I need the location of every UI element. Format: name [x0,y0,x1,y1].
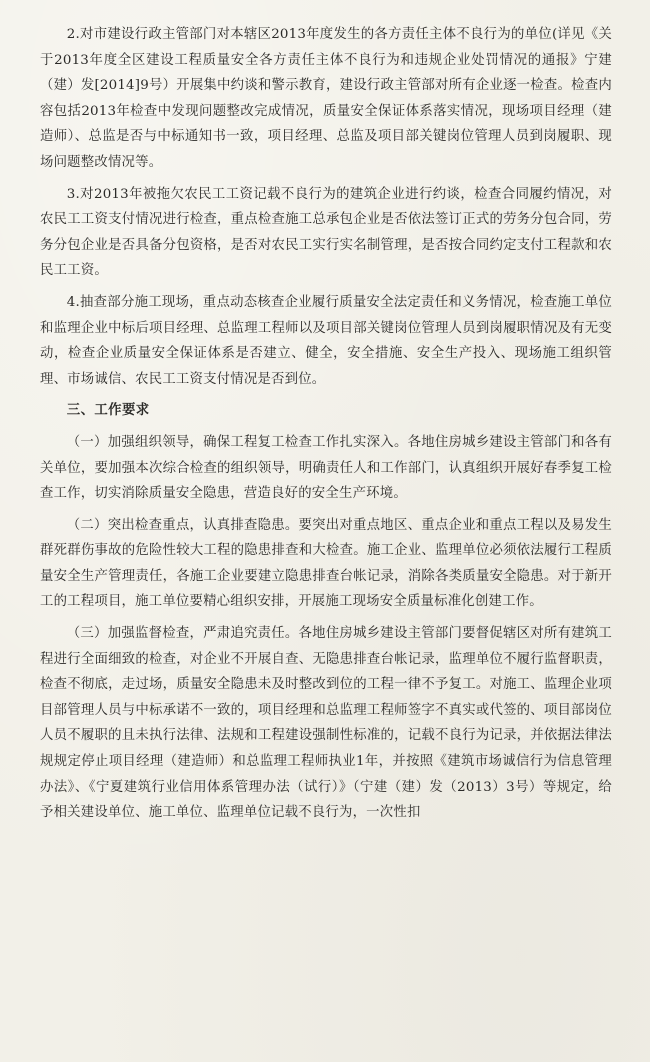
requirement-3: （三）加强监督检查，严肃追究责任。各地住房城乡建设主管部门要督促辖区对所有建筑工程进行全面细致的检查，对企业不开展自查、无隐患排查台帐记录，监理单位不履行监督职责，检查不彻底，走过场，质量安全隐患未及时整改到位的工程一律不予复工。对施工、监理企业项目部管理人员与中标承诺不一致的，项目经理和总监理工程师签字不真实或代签的、项目部岗位人员不履职的且未执行法律、法规和工程建设强制性标准的，记载不良行为记录，并依据法律法规规定停止项目经理（建造师）和总监理工程师执业1年，并按照《建筑市场诚信行为信息管理办法》、《宁夏建筑行业信用体系管理办法（试行）》（宁建（建）发（2013）3号）等规定，给予相关建设单位、施工单位、监理单位记载不良行为，一次性扣 [40,626,612,821]
paragraph-item-2: 2.对市建设行政主管部门对本辖区2013年度发生的各方责任主体不良行为的单位(详见《关于2013年度全区建设工程质量安全各方责任主体不良行为和违规企业处罚情况的通报》宁建（建）发[2014]9号）开展集中约谈和警示教育，建设行政主管部对所有企业逐一检查。检查内容包括2013年检查中发现问题整改完成情况，质量安全保证体系落实情况，现场项目经理（建造师）、总监是否与中标通知书一致，项目经理、总监及项目部关键岗位管理人员到岗履职、现场问题整改情况等。 [40,27,612,170]
section-heading: 三、工作要求 [66,402,150,419]
paragraph-item-4: 4.抽查部分施工现场，重点动态核查企业履行质量安全法定责任和义务情况，检查施工单位和监理企业中标后项目经理、总监理工程师以及项目部关键岗位管理人员到岗履职情况及有无变动，检查企业质量安全保证体系是否建立、健全，安全措施、安全生产投入、现场施工组织管理、市场诚信、农民工工资支付情况是否到位。 [40,294,612,387]
requirement-1: （一）加强组织领导，确保工程复工检查工作扎实深入。各地住房城乡建设主管部门和各有关单位，要加强本次综合检查的组织领导，明确责任人和工作部门，认真组织开展好春季复工检查工作，切实消除质量安全隐患，营造良好的安全生产环境。 [40,434,612,502]
requirement-2: （二）突出检查重点，认真排查隐患。要突出对重点地区、重点企业和重点工程以及易发生群死群伤事故的危险性较大工程的隐患排查和大检查。施工企业、监理单位必须依法履行工程质量安全生产管理责任，各施工企业要建立隐患排查台帐记录，消除各类质量安全隐患。对于新开工的工程项目，施工单位要精心组织安排，开展施工现场安全质量标准化创建工作。 [40,517,612,610]
paragraph-item-3: 3.对2013年被拖欠农民工工资记载不良行为的建筑企业进行约谈，检查合同履约情况，对农民工工资支付情况进行检查，重点检查施工总承包企业是否依法签订正式的劳务分包合同，劳务分包企业是否具备分包资格，是否对农民工实行实名制管理，是否按合同约定支付工程款和农民工工资。 [40,186,612,279]
